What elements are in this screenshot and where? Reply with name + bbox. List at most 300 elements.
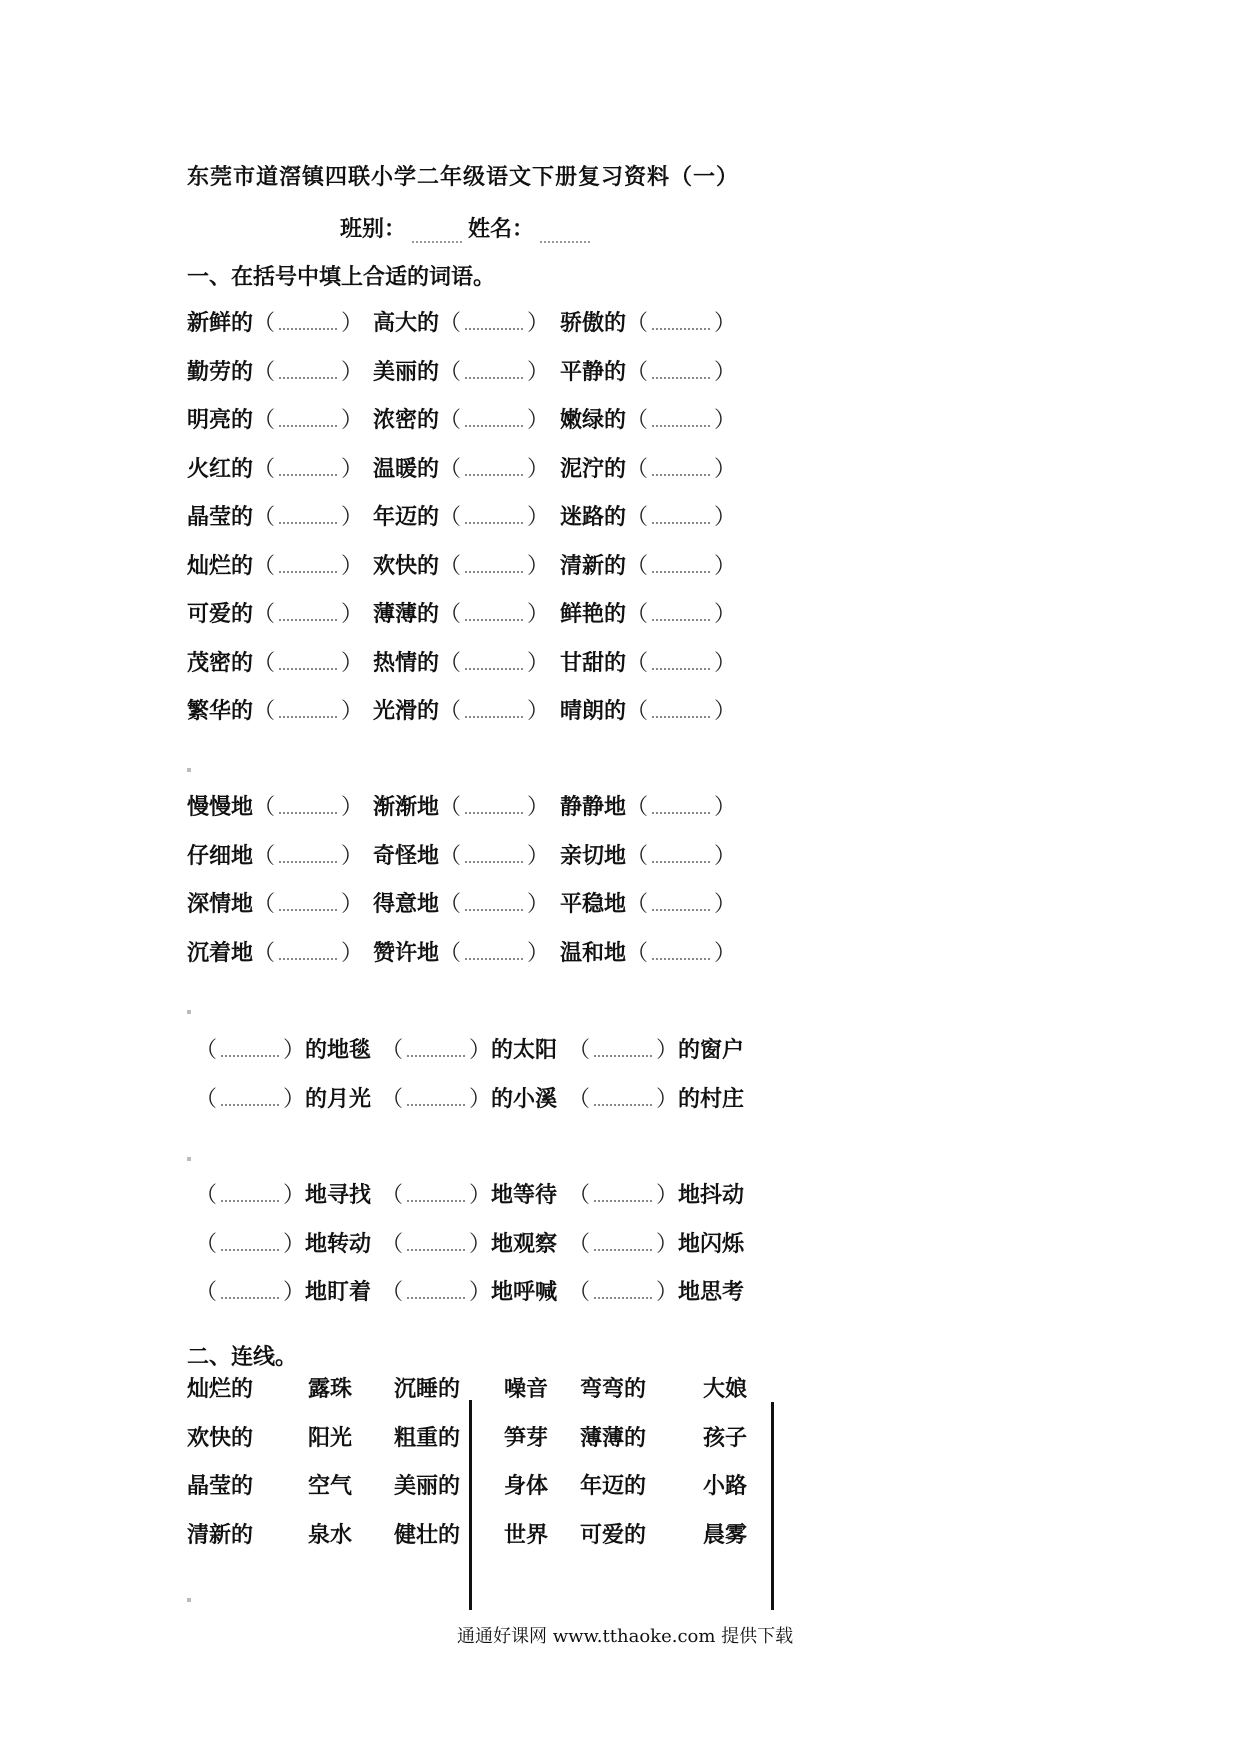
answer-blank[interactable] [279, 458, 337, 476]
answer-blank[interactable] [279, 845, 337, 863]
close-paren: ） [469, 1231, 492, 1257]
answer-blank[interactable] [279, 603, 337, 621]
close-paren: ） [656, 1086, 679, 1112]
fill-item [568, 1275, 744, 1306]
open-paren: （ [439, 359, 462, 385]
open-paren: （ [568, 1231, 591, 1257]
close-paren: ） [656, 1038, 679, 1063]
fill-item [195, 1033, 371, 1064]
fill-item [373, 500, 549, 531]
word: 的小溪 [491, 1086, 558, 1112]
answer-blank[interactable] [221, 1039, 279, 1057]
word: 明亮的 [187, 408, 254, 433]
open-paren: （ [439, 650, 462, 676]
fill-item [373, 452, 549, 483]
word: 鲜艳的 [560, 602, 627, 627]
open-paren: （ [253, 843, 276, 869]
answer-blank[interactable] [652, 893, 710, 911]
close-paren: ） [527, 505, 550, 530]
open-paren: （ [626, 843, 649, 869]
open-paren: （ [626, 795, 649, 820]
fill-item [560, 694, 736, 725]
close-paren: ） [714, 650, 737, 676]
open-paren: （ [253, 553, 276, 579]
word: 欢快的 [373, 553, 440, 579]
connect-row [187, 1372, 747, 1406]
fill-item [187, 790, 363, 821]
answer-blank[interactable] [652, 506, 710, 524]
fill-item [381, 1033, 557, 1064]
word: 晴朗的 [560, 699, 627, 724]
class-label: 班别： [340, 217, 407, 242]
divider-line-left [469, 1400, 472, 1610]
word: 年迈的 [373, 505, 440, 530]
close-paren: ） [714, 795, 737, 820]
fill-item [560, 403, 736, 434]
open-paren: （ [439, 843, 462, 869]
open-paren: （ [195, 1183, 218, 1208]
answer-blank[interactable] [652, 312, 710, 330]
answer-blank[interactable] [465, 458, 523, 476]
answer-blank[interactable] [594, 1039, 652, 1057]
answer-blank[interactable] [652, 361, 710, 379]
connect-word[interactable]: 美丽的 [394, 1474, 461, 1499]
open-paren: （ [439, 553, 462, 579]
close-paren: ） [283, 1183, 306, 1208]
open-paren: （ [568, 1038, 591, 1063]
answer-blank[interactable] [279, 312, 337, 330]
word: 地观察 [491, 1231, 558, 1257]
open-paren: （ [253, 408, 276, 433]
word: 平静的 [560, 359, 627, 385]
open-paren: （ [626, 408, 649, 433]
open-paren: （ [626, 359, 649, 385]
connect-word[interactable]: 孩子 [703, 1425, 748, 1451]
open-paren: （ [439, 892, 462, 917]
close-paren: ） [341, 843, 364, 869]
connect-word[interactable]: 欢快的 [187, 1425, 254, 1451]
fill-item [187, 694, 363, 725]
open-paren: （ [195, 1280, 218, 1305]
connect-word[interactable]: 身体 [504, 1474, 549, 1499]
word: 赞许地 [373, 940, 440, 966]
answer-blank[interactable] [652, 942, 710, 960]
word: 仔细地 [187, 843, 254, 869]
word: 骄傲的 [560, 311, 627, 336]
answer-blank[interactable] [652, 652, 710, 670]
close-paren: ） [714, 602, 737, 627]
open-paren: （ [195, 1038, 218, 1063]
open-paren: （ [439, 408, 462, 433]
answer-blank[interactable] [652, 845, 710, 863]
close-paren: ） [341, 699, 364, 724]
fill-item [195, 1275, 371, 1306]
connect-word[interactable]: 沉睡的 [394, 1377, 461, 1402]
word: 光滑的 [373, 699, 440, 724]
open-paren: （ [439, 795, 462, 820]
answer-blank[interactable] [279, 893, 337, 911]
answer-blank[interactable] [279, 409, 337, 427]
spacer-mark [187, 1157, 191, 1161]
fill-item [560, 549, 736, 580]
fill-item [187, 500, 363, 531]
section1-heading: 一、在括号中填上合适的词语。 [187, 265, 496, 290]
fill-item [381, 1178, 557, 1209]
fill-item [560, 597, 736, 628]
close-paren: ） [656, 1280, 679, 1305]
word: 嫩绿的 [560, 408, 627, 433]
answer-blank[interactable] [652, 555, 710, 573]
fill-item [195, 1227, 371, 1258]
fill-item [373, 839, 549, 870]
open-paren: （ [626, 892, 649, 917]
answer-blank[interactable] [279, 555, 337, 573]
fill-item [568, 1178, 744, 1209]
close-paren: ） [283, 1280, 306, 1305]
close-paren: ） [527, 456, 550, 482]
fill-item [560, 646, 736, 677]
open-paren: （ [253, 359, 276, 385]
connect-word[interactable]: 健壮的 [394, 1522, 461, 1548]
open-paren: （ [568, 1280, 591, 1305]
open-paren: （ [381, 1231, 404, 1257]
word: 的地毯 [305, 1038, 372, 1063]
fill-item [560, 839, 736, 870]
answer-blank[interactable] [652, 700, 710, 718]
word: 火红的 [187, 456, 254, 482]
fill-item [373, 790, 549, 821]
open-paren: （ [626, 940, 649, 966]
close-paren: ） [283, 1038, 306, 1063]
word: 地转动 [305, 1231, 372, 1257]
open-paren: （ [253, 311, 276, 336]
connect-word[interactable]: 泉水 [308, 1522, 353, 1548]
class-name-line [340, 212, 596, 243]
fill-item [373, 694, 549, 725]
name-label: 姓名： [468, 217, 535, 242]
word: 美丽的 [373, 359, 440, 385]
answer-blank[interactable] [465, 652, 523, 670]
open-paren: （ [439, 602, 462, 627]
open-paren: （ [439, 505, 462, 530]
fill-item [560, 355, 736, 386]
open-paren: （ [195, 1231, 218, 1257]
spacer-mark [187, 1598, 191, 1602]
word: 新鲜的 [187, 311, 254, 336]
word: 渐渐地 [373, 795, 440, 820]
close-paren: ） [527, 311, 550, 336]
word: 勤劳的 [187, 359, 254, 385]
fill-item [560, 887, 736, 918]
answer-blank[interactable] [221, 1233, 279, 1251]
word: 地思考 [678, 1280, 745, 1305]
fill-item [187, 355, 363, 386]
answer-blank[interactable] [465, 506, 523, 524]
connect-word[interactable]: 可爱的 [580, 1522, 647, 1548]
open-paren: （ [439, 311, 462, 336]
close-paren: ） [527, 892, 550, 917]
connect-word[interactable]: 晨雾 [703, 1522, 748, 1548]
word: 温和地 [560, 940, 627, 966]
open-paren: （ [253, 650, 276, 676]
word: 茂密的 [187, 650, 254, 676]
answer-blank[interactable] [652, 409, 710, 427]
fill-item [560, 306, 736, 337]
open-paren: （ [626, 602, 649, 627]
open-paren: （ [253, 602, 276, 627]
close-paren: ） [469, 1086, 492, 1112]
answer-blank[interactable] [465, 361, 523, 379]
word: 深情地 [187, 892, 254, 917]
connect-word[interactable]: 空气 [308, 1474, 353, 1499]
word: 热情的 [373, 650, 440, 676]
word: 灿烂的 [187, 553, 254, 579]
answer-blank[interactable] [465, 893, 523, 911]
fill-item [568, 1227, 744, 1258]
connect-word[interactable]: 小路 [703, 1474, 748, 1499]
fill-item [560, 936, 736, 967]
word: 亲切地 [560, 843, 627, 869]
word: 静静地 [560, 795, 627, 820]
word: 慢慢地 [187, 795, 254, 820]
word: 浓密的 [373, 408, 440, 433]
answer-blank[interactable] [221, 1088, 279, 1106]
word: 的月光 [305, 1086, 372, 1112]
close-paren: ） [341, 359, 364, 385]
close-paren: ） [341, 892, 364, 917]
answer-blank[interactable] [279, 506, 337, 524]
close-paren: ） [341, 650, 364, 676]
connect-word[interactable]: 弯弯的 [580, 1377, 647, 1402]
close-paren: ） [714, 311, 737, 336]
page-title: 东莞市道滘镇四联小学二年级语文下册复习资料（一） [187, 165, 740, 190]
fill-item [381, 1275, 557, 1306]
answer-blank[interactable] [652, 796, 710, 814]
connect-word[interactable]: 年迈的 [580, 1474, 647, 1499]
fill-item [568, 1033, 744, 1064]
word: 甘甜的 [560, 650, 627, 676]
close-paren: ） [714, 940, 737, 966]
fill-item [373, 597, 549, 628]
answer-blank[interactable] [465, 845, 523, 863]
open-paren: （ [439, 456, 462, 482]
open-paren: （ [253, 505, 276, 530]
word: 清新的 [560, 553, 627, 579]
open-paren: （ [381, 1086, 404, 1112]
answer-blank[interactable] [465, 409, 523, 427]
answer-blank[interactable] [279, 796, 337, 814]
close-paren: ） [714, 359, 737, 385]
close-paren: ） [283, 1231, 306, 1257]
close-paren: ） [527, 795, 550, 820]
open-paren: （ [439, 699, 462, 724]
word: 繁华的 [187, 699, 254, 724]
close-paren: ） [469, 1280, 492, 1305]
connect-word[interactable]: 噪音 [504, 1377, 549, 1402]
fill-item [187, 549, 363, 580]
word: 晶莹的 [187, 505, 254, 530]
answer-blank[interactable] [407, 1039, 465, 1057]
close-paren: ） [527, 699, 550, 724]
answer-blank[interactable] [407, 1088, 465, 1106]
word: 沉着地 [187, 940, 254, 966]
answer-blank[interactable] [407, 1281, 465, 1299]
open-paren: （ [439, 940, 462, 966]
fill-item [373, 887, 549, 918]
open-paren: （ [626, 456, 649, 482]
connect-word[interactable]: 清新的 [187, 1522, 254, 1548]
close-paren: ） [341, 456, 364, 482]
answer-blank[interactable] [221, 1184, 279, 1202]
fill-item [187, 887, 363, 918]
connect-word[interactable]: 粗重的 [394, 1425, 461, 1451]
open-paren: （ [381, 1280, 404, 1305]
fill-item [187, 839, 363, 870]
fill-item [373, 549, 549, 580]
open-paren: （ [381, 1038, 404, 1063]
close-paren: ） [341, 940, 364, 966]
close-paren: ） [341, 505, 364, 530]
fill-item [187, 936, 363, 967]
word: 奇怪地 [373, 843, 440, 869]
answer-blank[interactable] [465, 555, 523, 573]
answer-blank[interactable] [594, 1233, 652, 1251]
fill-item [187, 306, 363, 337]
answer-blank[interactable] [465, 312, 523, 330]
answer-blank[interactable] [279, 652, 337, 670]
fill-item [373, 306, 549, 337]
close-paren: ） [656, 1231, 679, 1257]
close-paren: ） [469, 1183, 492, 1208]
fill-item [373, 646, 549, 677]
answer-blank[interactable] [279, 942, 337, 960]
answer-blank[interactable] [465, 603, 523, 621]
open-paren: （ [195, 1086, 218, 1112]
close-paren: ） [527, 650, 550, 676]
word: 泥泞的 [560, 456, 627, 482]
answer-blank[interactable] [407, 1184, 465, 1202]
answer-blank[interactable] [594, 1281, 652, 1299]
open-paren: （ [253, 456, 276, 482]
divider-line-right [771, 1402, 774, 1610]
connect-word[interactable]: 阳光 [308, 1425, 353, 1451]
word: 地盯着 [305, 1280, 372, 1305]
close-paren: ） [283, 1086, 306, 1112]
connect-word[interactable]: 灿烂的 [187, 1377, 254, 1402]
word: 平稳地 [560, 892, 627, 917]
section2-heading: 二、连线。 [187, 1345, 298, 1370]
open-paren: （ [253, 795, 276, 820]
close-paren: ） [527, 553, 550, 579]
word: 薄薄的 [373, 602, 440, 627]
connect-word[interactable]: 笋芽 [504, 1425, 549, 1451]
close-paren: ） [714, 892, 737, 917]
close-paren: ） [714, 505, 737, 530]
close-paren: ） [341, 311, 364, 336]
fill-item [187, 452, 363, 483]
word: 地等待 [491, 1183, 558, 1208]
fill-item [195, 1082, 371, 1113]
close-paren: ） [714, 553, 737, 579]
fill-item [381, 1227, 557, 1258]
fill-item [373, 355, 549, 386]
close-paren: ） [714, 843, 737, 869]
fill-item [373, 403, 549, 434]
open-paren: （ [626, 505, 649, 530]
answer-blank[interactable] [465, 942, 523, 960]
close-paren: ） [341, 553, 364, 579]
answer-blank[interactable] [594, 1088, 652, 1106]
answer-blank[interactable] [279, 700, 337, 718]
footer-source: 通通好课网 www.tthaoke.com 提供下载 [457, 1626, 794, 1647]
word: 迷路的 [560, 505, 627, 530]
fill-item [373, 936, 549, 967]
word: 温暖的 [373, 456, 440, 482]
word: 的太阳 [491, 1038, 558, 1063]
answer-blank[interactable] [465, 700, 523, 718]
answer-blank[interactable] [221, 1281, 279, 1299]
close-paren: ） [714, 408, 737, 433]
fill-item [187, 597, 363, 628]
open-paren: （ [253, 699, 276, 724]
connect-word[interactable]: 世界 [504, 1522, 549, 1548]
word: 地呼喊 [491, 1280, 558, 1305]
close-paren: ） [527, 602, 550, 627]
fill-item [187, 403, 363, 434]
close-paren: ） [527, 843, 550, 869]
connect-word[interactable]: 大娘 [703, 1377, 748, 1402]
name-blank[interactable] [540, 223, 590, 243]
close-paren: ） [714, 456, 737, 482]
fill-item [381, 1082, 557, 1113]
connect-word[interactable]: 薄薄的 [580, 1425, 647, 1451]
open-paren: （ [626, 699, 649, 724]
fill-item [560, 500, 736, 531]
answer-blank[interactable] [407, 1233, 465, 1251]
spacer-mark [187, 1010, 191, 1014]
close-paren: ） [341, 795, 364, 820]
word: 可爱的 [187, 602, 254, 627]
answer-blank[interactable] [652, 603, 710, 621]
connect-row [187, 1421, 747, 1455]
answer-blank[interactable] [465, 796, 523, 814]
word: 高大的 [373, 311, 440, 336]
close-paren: ） [656, 1183, 679, 1208]
open-paren: （ [626, 553, 649, 579]
answer-blank[interactable] [594, 1184, 652, 1202]
answer-blank[interactable] [279, 361, 337, 379]
close-paren: ） [341, 602, 364, 627]
word: 地闪烁 [678, 1231, 745, 1257]
fill-item [195, 1178, 371, 1209]
answer-blank[interactable] [652, 458, 710, 476]
close-paren: ） [527, 940, 550, 966]
close-paren: ） [469, 1038, 492, 1063]
spacer-mark [187, 768, 191, 772]
word: 地抖动 [678, 1183, 745, 1208]
connect-word[interactable]: 露珠 [308, 1377, 353, 1402]
connect-row [187, 1518, 747, 1552]
connect-word[interactable]: 晶莹的 [187, 1474, 254, 1499]
open-paren: （ [626, 311, 649, 336]
word: 地寻找 [305, 1183, 372, 1208]
open-paren: （ [626, 650, 649, 676]
word: 的村庄 [678, 1086, 745, 1112]
open-paren: （ [253, 940, 276, 966]
class-blank[interactable] [412, 223, 462, 243]
fill-item [568, 1082, 744, 1113]
open-paren: （ [381, 1183, 404, 1208]
